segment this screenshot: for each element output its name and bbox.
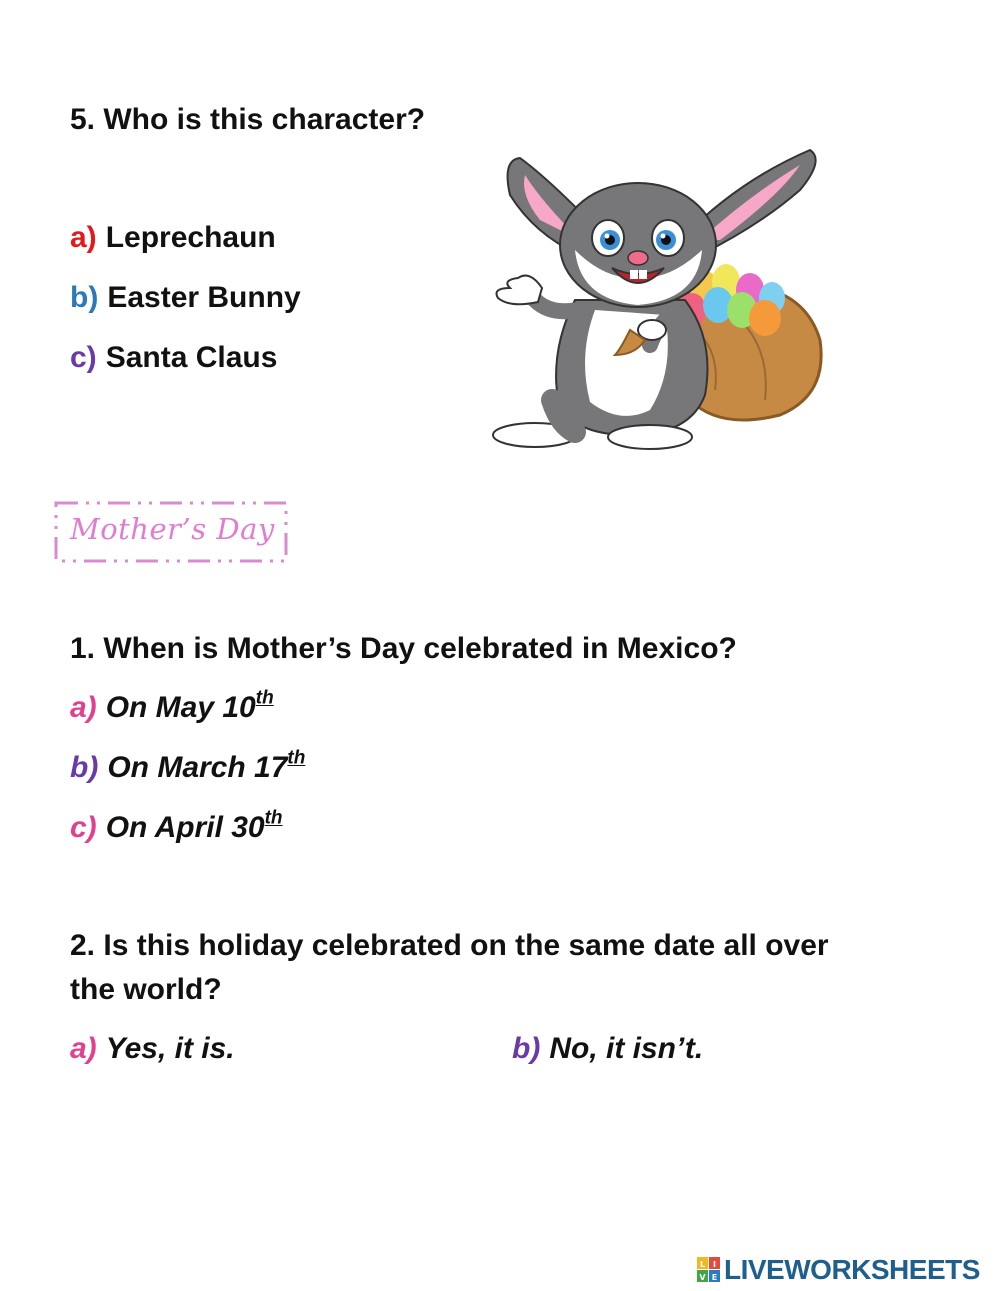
- ordinal-suffix: th: [264, 807, 283, 829]
- question-1: 1. When is Mother’s Day celebrated in Mexico?: [70, 632, 737, 665]
- q5-option-c[interactable]: [70, 338, 277, 378]
- q2-option-b[interactable]: [512, 1029, 703, 1069]
- option-letter: a): [70, 221, 97, 254]
- logo-letter: I: [713, 1260, 716, 1269]
- logo-blocks-icon: [697, 1257, 721, 1283]
- logo-letter: L: [699, 1260, 706, 1269]
- option-letter: b): [512, 1032, 541, 1065]
- question-2-line-2: the world?: [70, 973, 222, 1006]
- option-letter: b): [70, 751, 99, 784]
- question-2-line-1: 2. Is this holiday celebrated on the same date all over: [70, 929, 829, 962]
- option-letter: b): [70, 281, 99, 314]
- q2-option-a[interactable]: [70, 1029, 235, 1069]
- option-text: No, it isn’t.: [549, 1032, 704, 1065]
- liveworksheets-logo[interactable]: [697, 1254, 997, 1286]
- logo-letter: E: [711, 1273, 718, 1282]
- q1-option-c[interactable]: [70, 808, 283, 848]
- easter-bunny-illustration: [480, 140, 850, 455]
- ordinal-suffix: th: [287, 747, 306, 769]
- option-text: Santa Claus: [105, 341, 278, 374]
- ordinal-suffix: th: [255, 687, 274, 709]
- option-text: On March 17: [107, 751, 288, 784]
- q1-option-a[interactable]: [70, 688, 274, 728]
- option-text: Yes, it is.: [105, 1032, 235, 1065]
- section-title: Mother’s Day: [70, 512, 275, 546]
- q5-option-b[interactable]: [70, 278, 301, 318]
- option-text: On April 30: [105, 811, 265, 844]
- brand-name: LIVEWORKSHEETS: [724, 1254, 980, 1285]
- option-text: Easter Bunny: [107, 281, 301, 314]
- option-letter: a): [70, 691, 97, 724]
- option-letter: c): [70, 341, 97, 374]
- question-5: 5. Who is this character?: [70, 103, 426, 136]
- option-letter: c): [70, 811, 97, 844]
- option-text: On May 10: [105, 691, 256, 724]
- option-text: Leprechaun: [105, 221, 276, 254]
- q5-option-a[interactable]: [70, 218, 276, 258]
- logo-letter: V: [699, 1273, 706, 1282]
- option-letter: a): [70, 1032, 97, 1065]
- q1-option-b[interactable]: [70, 748, 305, 788]
